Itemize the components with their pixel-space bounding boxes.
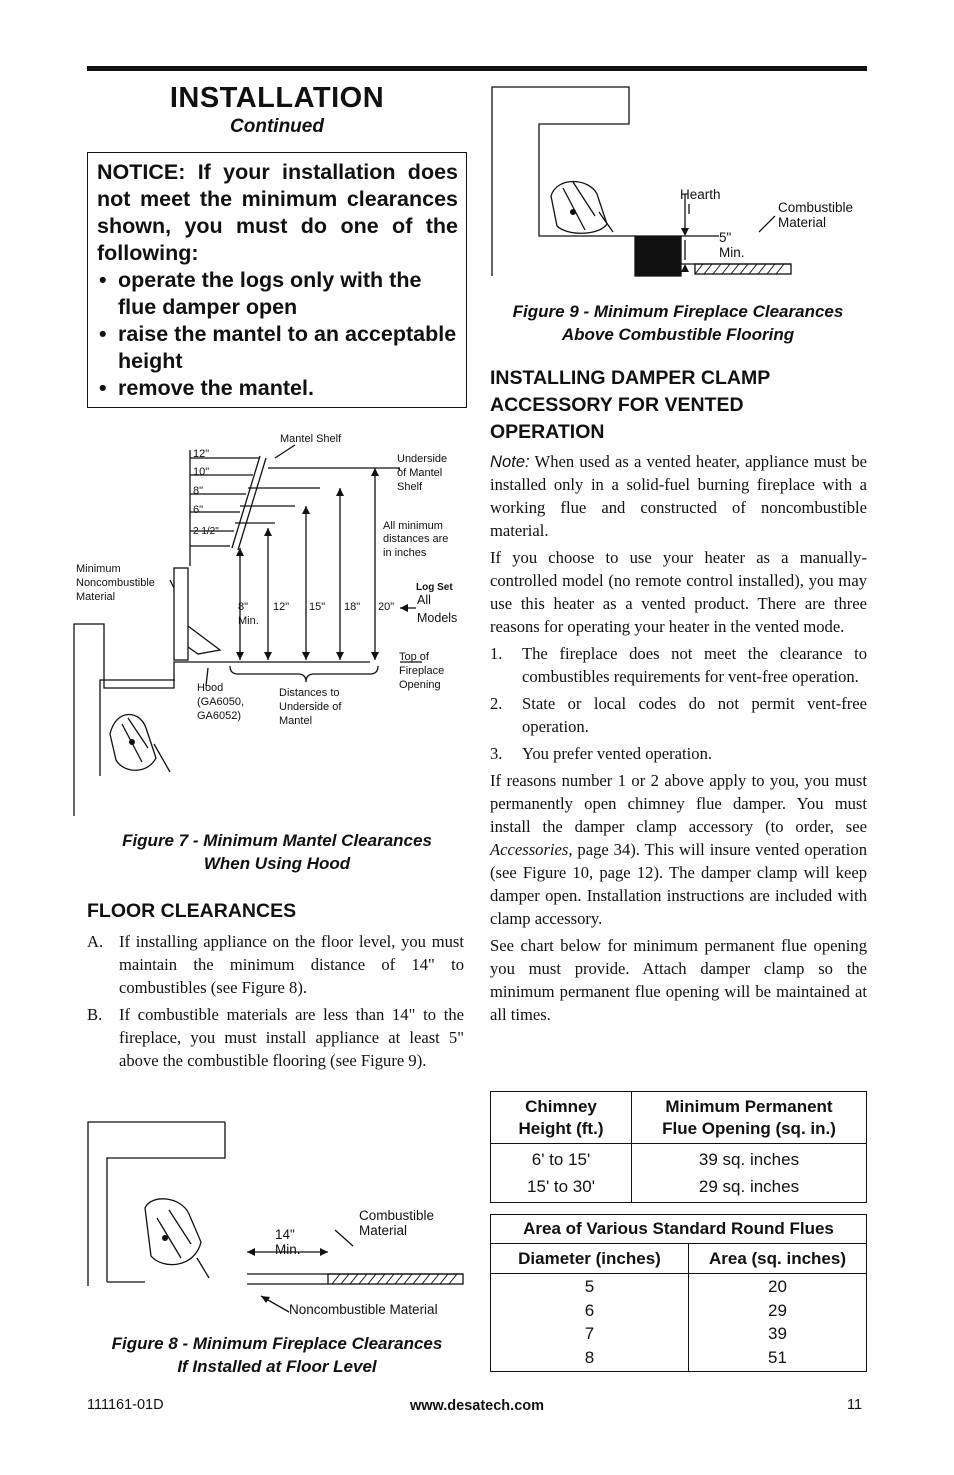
distances-label-3: Mantel [279,715,313,727]
scale-mark-6: 6" [193,504,204,516]
combustible-label-2: Material [359,1223,408,1238]
cell-text: 51 [768,1347,787,1367]
list-text: If installing appliance on the floor level, you must maintain the minimum distance of 14" to combustibles (see Figure 8). [119,932,464,997]
cell-text: 6' to 15' [531,1150,591,1169]
cell-text: 39 sq. inches [698,1150,800,1169]
combustible-label-1: Combustible [359,1208,435,1223]
hood-label-2: (GA6050, [197,696,245,708]
top-of-opening-label-2: Fireplace [399,665,445,677]
notice-box [87,152,467,408]
floor-clearances-list [87,930,464,1076]
dim-20-label: 20" [378,601,395,613]
dim-5-min-label: Min. [719,245,745,260]
hood-label-3: GA6052) [197,710,242,722]
figure-8-diagram [85,1118,467,1326]
area-header: Area (sq. inches) [689,1244,867,1274]
top-of-opening-label-3: Opening [399,679,441,691]
distances-label-1: Distances to [279,687,340,699]
floor-clearances-heading: FLOOR CLEARANCES [87,900,297,922]
list-marker: 2. [490,694,503,713]
cell-text: 29 [768,1300,787,1320]
notice-bullet: • remove the mantel. [97,375,458,402]
mantel-shelf-label: Mantel Shelf [280,433,342,445]
damper-clamp-heading [490,365,867,446]
header-line: Chimney [525,1096,597,1116]
scale-mark-8: 8" [193,485,204,497]
chimney-header [491,1092,632,1144]
noncombustible-label-1: Minimum [76,563,121,575]
scale-mark-10: 10" [193,466,210,478]
table-cell [632,1144,867,1203]
cell-text: 20 [768,1277,787,1296]
list-marker: B. [87,1005,103,1024]
table-row [491,1274,867,1372]
damper-heading-line1: INSTALLING DAMPER CLAMP [490,367,771,389]
list-item [87,1003,464,1072]
dim-14-min-label: Min. [275,1242,301,1257]
hood-label-1: Hood [197,682,224,694]
notice-bullet: • operate the logs only with the flue damper open [97,267,458,321]
chimney-table [490,1091,867,1203]
list-marker: 3. [490,744,503,763]
table-row [491,1144,867,1203]
all-minimum-label-1: All minimum [383,520,443,532]
list-text: If combustible materials are less than 14" to the fireplace, you must install appliance at least 5" above the combustible flooring (see Figure 9). [119,1005,464,1070]
notice-text: NOTICE: If your installation does not meet the minimum clearances shown, you must do one of the following: [97,160,458,265]
dim-8-min-label: Min. [238,615,259,627]
top-rule [87,66,867,71]
table-title: Area of Various Standard Round Flues [491,1215,867,1244]
figure-9-caption [481,300,875,346]
paragraph: If you choose to use your heater as a manually-controlled model (no remote control installed), you may use this heater as a vented product. There are three reasons for operating your heater in the vented mode. [490,548,867,636]
hearth-label: Hearth [680,187,721,202]
figure-8-caption-line1: Figure 8 - Minimum Fireplace Clearances [111,1334,443,1353]
figure-7-caption-line2: When Using Hood [203,854,351,873]
underside-label-1: Underside [397,453,448,465]
notice-bullet: • raise the mantel to an acceptable height [97,321,458,375]
damper-clamp-body [490,450,867,1030]
table-cell [491,1144,632,1203]
paragraph: See chart below for minimum permanent flue opening you must provide. Attach damper clamp so the minimum permanent flue opening will be maintained at all times. [490,936,867,1024]
all-label: All [417,593,431,607]
list-text: State or local codes do not permit vent-free operation. [522,694,867,736]
list-marker: A. [87,932,104,951]
figure-8-caption [80,1332,474,1378]
figure-8-caption-line2: If Installed at Floor Level [177,1357,377,1376]
underside-label-3: Shelf [397,481,423,493]
figure-7-caption [87,829,467,875]
scale-mark-12: 12" [193,448,210,460]
figure-9-diagram [489,84,867,280]
log-set-label: Log Set [416,582,453,593]
cell-text: 8 [584,1347,595,1367]
combustible-label-1: Combustible [778,200,854,215]
dim-14-label: 14" [275,1227,295,1242]
flue-opening-header [632,1092,867,1144]
header-line: Flue Opening (sq. in.) [662,1118,836,1138]
distances-label-2: Underside of [279,701,342,713]
dim-18-label: 18" [344,601,361,613]
note-label: Note: [490,452,530,471]
page-number: 11 [847,1397,863,1413]
figure-9-caption-line1: Figure 9 - Minimum Fireplace Clearances [512,302,844,321]
accessories-emphasis: Accessories [490,840,569,859]
list-item [490,742,867,765]
list-item [87,930,464,999]
website-link[interactable]: www.desatech.com [409,1398,545,1414]
paragraph [490,769,867,930]
scale-mark-2-5: 2 1/2" [193,526,219,537]
list-text: You prefer vented operation. [522,744,713,763]
paragraph-text: , page 34). This will insure vented operation (see Figure 10, page 12). The damper clamp will keep damper open. Installation instructions are included with clamp accessory. [490,840,867,928]
figure-7-diagram [70,428,470,823]
models-label: Models [417,611,458,625]
figure-9-caption-line2: Above Combustible Flooring [561,325,795,344]
dim-5-label: 5" [719,230,732,245]
document-number: 111161-01D [87,1397,164,1413]
combustible-label-2: Material [778,215,827,230]
list-marker: 1. [490,644,503,663]
list-item [490,642,867,688]
header-line: Minimum Permanent [665,1096,833,1116]
cell-text: 5 [584,1277,595,1296]
list-item [490,692,867,738]
header-line: Height (ft.) [518,1118,604,1138]
diameter-header: Diameter (inches) [491,1244,689,1274]
round-flues-table [490,1214,867,1372]
damper-heading-line2: ACCESSORY FOR VENTED [490,394,744,416]
section-subtitle: Continued [230,116,324,137]
cell-text: 7 [584,1324,595,1343]
note-paragraph [490,450,867,542]
damper-heading-line3: OPERATION [490,421,605,443]
figure-7-caption-line1: Figure 7 - Minimum Mantel Clearances [122,831,432,850]
section-title: INSTALLATION [169,82,385,114]
cell-text: 15' to 30' [527,1177,595,1196]
dim-15-label: 15" [309,601,326,613]
paragraph-text: If reasons number 1 or 2 above apply to you, you must permanently open chimney flue damper. You must install the damper clamp accessory (to order, see [490,771,867,836]
all-minimum-label-3: in inches [383,547,427,559]
cell-text: 6 [584,1300,595,1320]
table-cell [689,1274,867,1372]
noncombustible-label-2: Noncombustible [76,577,155,589]
noncombustible-label-3: Material [76,591,116,603]
list-text: The fireplace does not meet the clearance to combustibles requirements for vent-free operation. [522,644,867,686]
cell-text: 39 [768,1324,787,1343]
table-cell [491,1274,689,1372]
notice-list [97,267,458,402]
noncombustible-label: Noncombustible Material [289,1302,438,1317]
underside-label-2: of Mantel [397,467,443,479]
all-minimum-label-2: distances are [383,533,449,545]
cell-text: 29 sq. inches [698,1177,800,1196]
dim-12-label: 12" [273,601,290,613]
note-text: When used as a vented heater, appliance must be installed only in a solid-fuel burning fireplace with a working flue and constructed of noncombustible material. [490,452,867,540]
top-of-opening-label-1: Top of [399,651,429,663]
dim-8-label: 8" [238,601,249,613]
